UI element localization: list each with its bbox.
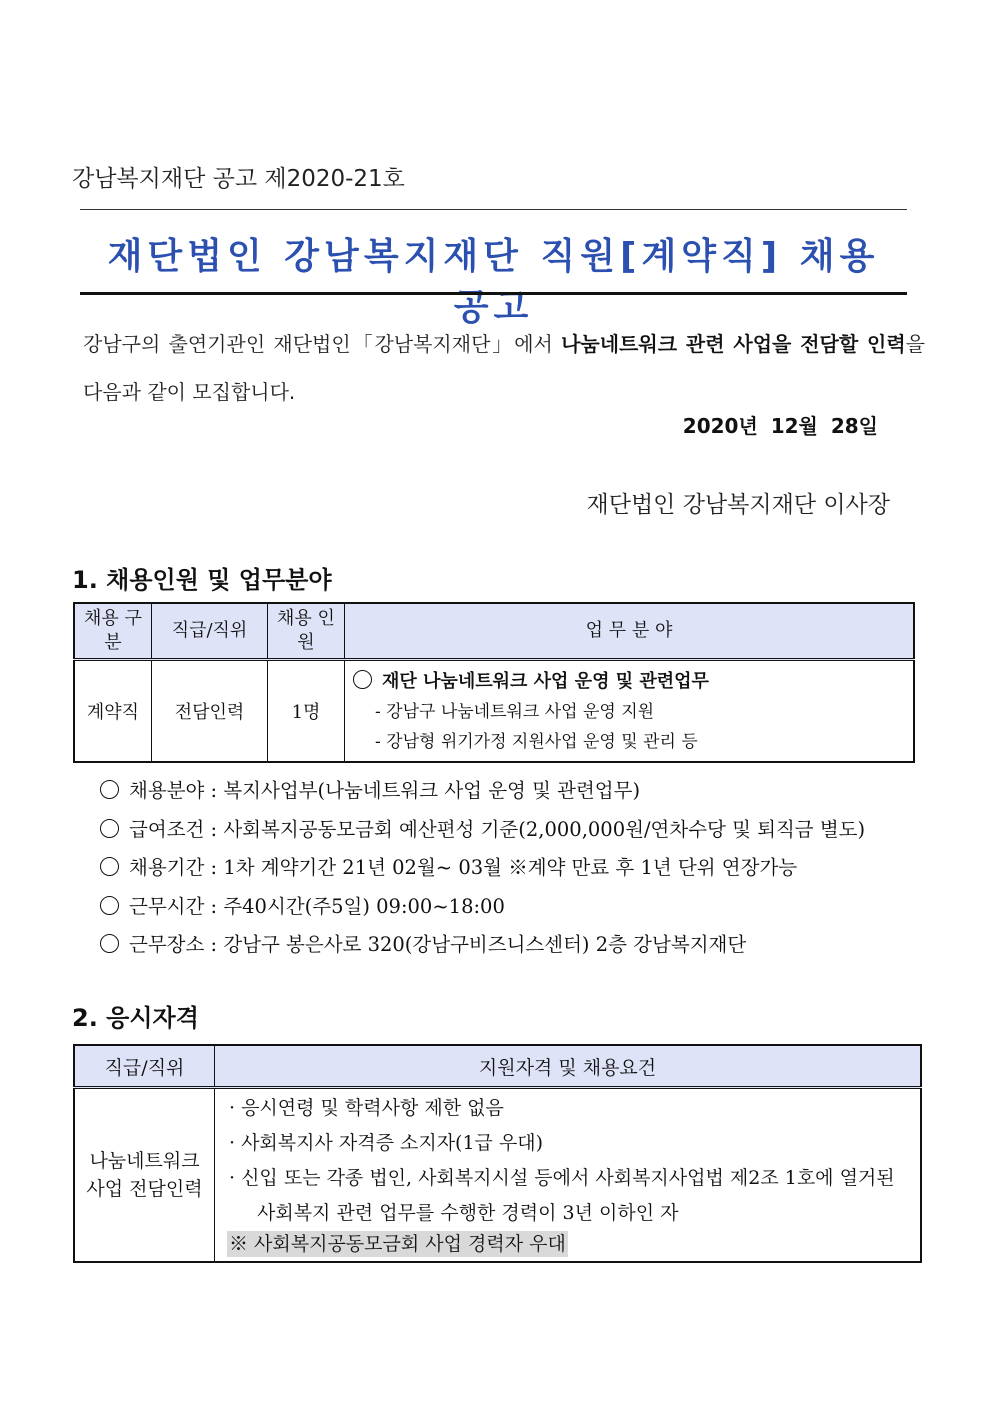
section-title-qualifications: 2. 응시자격 [72,1004,199,1032]
circle-bullet-icon [100,896,119,915]
issuer: 재단법인 강남복지재단 이사장 [586,492,890,518]
th-requirements: 지원자격 및 채용요건 [215,1045,922,1088]
intro-text-emphasis: 나눔네트워크 관련 사업을 전담할 인력 [561,332,906,356]
circle-bullet-icon [100,819,119,838]
list-item: 근무장소 : 강남구 봉은사로 320(강남구비즈니스센터) 2층 강남복지재단 [100,926,865,965]
notice-number: 강남복지재단 공고 제2020-21호 [72,166,405,192]
th-position: 직급/직위 [152,603,268,660]
th-recruit-type: 채용 구분 [74,603,152,660]
title-divider [80,292,907,295]
section-title-positions: 1. 채용인원 및 업무분야 [72,566,332,594]
list-item: · 사회복지사 자격증 소지자(1급 우대) [229,1132,544,1154]
duty-sub-item: - 강남형 위기가정 지원사업 운영 및 관리 등 [375,732,698,752]
table-row [74,1088,921,1263]
table-row [74,660,914,763]
th-position: 직급/직위 [74,1045,215,1088]
duty-sub-item: - 강남구 나눔네트워크 사업 운영 지원 [375,702,655,722]
preference-note: ※ 사회복지공동모금회 사업 경력자 우대 [229,1233,566,1255]
positions-table [73,602,915,763]
list-item: 급여조건 : 사회복지공동모금회 예산편성 기준(2,000,000원/연차수당 및 퇴직금 별도) [100,811,865,850]
qualifications-table [73,1044,922,1263]
list-item: 채용분야 : 복지사업부(나눔네트워크 사업 운영 및 관련업무) [100,772,865,811]
intro-paragraph [83,320,925,416]
cell-count: 1명 [268,660,345,763]
list-item: · 신입 또는 각종 법인, 사회복지시설 등에서 사회복지사업법 제2조 1호에 열거된 사회복지 관련 업무를 수행한 경력이 3년 이하인 자 [229,1167,895,1224]
cell-requirements [215,1088,922,1263]
cell-position: 나눔네트워크 사업 전담인력 [74,1088,215,1263]
announcement-date: 2020년 12월 28일 [682,414,878,438]
list-item: · 응시연령 및 학력사항 제한 없음 [229,1097,504,1119]
circle-bullet-icon [100,780,119,799]
duty-main: 재단 나눔네트워크 사업 운영 및 관련업무 [382,671,709,692]
circle-bullet-icon [100,857,119,876]
circle-bullet-icon [100,934,119,953]
cell-type: 계약직 [74,660,152,763]
cell-position: 전담인력 [152,660,268,763]
list-item: 근무시간 : 주40시간(주5일) 09:00~18:00 [100,888,865,927]
circle-bullet-icon [353,670,372,689]
page-title: 재단법인 강남복지재단 직원[계약직] 채용 공고 [107,236,880,328]
conditions-list [100,772,865,965]
th-count: 채용 인원 [268,603,345,660]
intro-text-3: 을 다음과 같이 모집합니다. [83,332,925,404]
th-duty: 업 무 분 야 [345,603,915,660]
header-divider [80,209,907,210]
list-item: 채용기간 : 1차 계약기간 21년 02월~ 03월 ※계약 만료 후 1년 단위 연장가능 [100,849,865,888]
cell-duty [345,660,915,763]
intro-text-1: 강남구의 출연기관인 재단법인「강남복지재단」에서 [83,332,562,356]
